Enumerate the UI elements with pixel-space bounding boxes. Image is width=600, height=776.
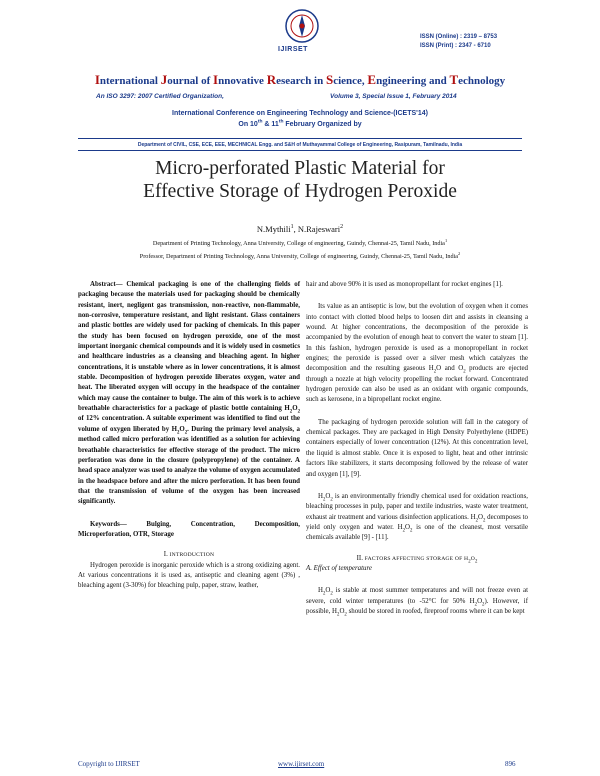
- header-divider-top: [78, 138, 522, 139]
- conference-name: International Conference on Engineering Technology and Science-(ICETS'14): [172, 110, 428, 117]
- affiliation-2: Professor, Department of Printing Technology, Anna University, College of engineering, Guindy, Chennai-25, Tamil Nadu, India$^2$: [139, 250, 461, 260]
- section-heading-factors: II. FACTORS AFFECTING STORAGE OF $H_2O_2$: [356, 554, 478, 564]
- authors: N.Mythili$^1$, N.Rajeswari$^2$: [256, 224, 344, 234]
- issn-print: ISSN (Print) : 2347 - 6710: [420, 43, 491, 49]
- paragraph-environment: $H_2O_2$ is an environmentally friendly chemical used for oxidation reactions, bleaching processes in pulp, paper and textile industries, waste water treatment, exhaust air treatment and various disinfection applications. $H_2O_2$ decomposes to yield only oxygen and water. $H_2O_2$ is one of the cleanest, most versatile chemicals available [9] - [11].: [306, 492, 528, 542]
- left-column: [78, 280, 300, 592]
- right-column: [306, 280, 528, 617]
- introduction-paragraph: Hydrogen peroxide is inorganic peroxide which is a strong oxidizing agent. At various concentrations it is used as, antiseptic and cleaning agent (3%) , bleaching agent (3-30%) for bleaching pulp, paper, straw, leather,: [78, 561, 300, 590]
- paragraph-continuation: hair and above 90% it is used as monopropellant for rocket engines [1].: [306, 281, 503, 288]
- footer-copyright: Copyright to IJIRSET: [78, 760, 140, 768]
- footer-website-link[interactable]: www.ijirset.com: [278, 760, 325, 768]
- paper-title-line-1: Micro-perforated Plastic Material for: [155, 158, 445, 179]
- logo-text: IJIRSET: [278, 46, 308, 53]
- paragraph-packaging: The packaging of hydrogen peroxide solution will fall in the category of chemical packages. They are packaged in High Density Polyethylene (HDPE) containers especially of lower concentration (12%). At this concentration level, the liquid is almost stable. Once it is exposed to light, heat and other intrinsic factors like stabilizers, it starts decomposing followed by the release of water and oxygen [1], [9].: [306, 418, 528, 478]
- department-line: Department of CIVIL, CSE, ECE, EEE, MECHNICAL Engg. and S&H of Muthayammal College of Engineering, Rasipuram, Tamilnadu, India: [137, 142, 463, 148]
- affiliation-1: Department of Printing Technology, Anna University, College of engineering, Guindy, Chennai-25, Tamil Nadu, India$^1$: [152, 237, 448, 247]
- header-divider-bottom: [78, 150, 522, 151]
- journal-name: International Journal of Innovative Research in Science, Engineering and Technology: [94, 72, 506, 87]
- paragraph-antiseptic: Its value as an antiseptic is low, but the evolution of oxygen when it comes into contact with clotted blood helps to loosen dirt and assists in cleansing a wound. At higher concentrations, the decomposition of the peroxide is accompanied by the evolution of enough heat to convert the water to steam [1]. In this fashion, hydrogen peroxide is used as a monopropellant in rocket engines; the peroxide is passed over a silver mesh which catalyzes the decomposition and the resulting gaseous $H_2O$ and $O_2$ products are ejected through a nozzle at high velocity propelling the rocket forward. Concentrated hydrogen peroxide can also be used as an oxidant with organic compounds, such as kerosene, in a bipropellant rocket engine.: [306, 303, 528, 404]
- abstract: Abstract— Chemical packaging is one of the challenging fields of packaging because the materials used for packaging should be chemically resistant, inert, negligent gas transmission, non-reactive, non-flammable, non-corrosive, temperature resistant, and light resistant. Glass containers and plastic bottles are widely used for packing of chemicals. In this paper the study has been focused on hydrogen peroxide, one of the most important inorganic chemical compounds and it is widely used in cosmetics and healthcare industries as a cleansing and bleaching agent. In higher concentrations, it is unstable where as in lower concentrations, it is almost stable. Decomposition of hydrogen peroxide liberates oxygen, water and heat. The liberated oxygen will occupy in the headspace of the container which may cause the container to bulge. The aim of this work is to achieve breathable characteristics for a package of plastic bottle containing $H_2O_2$ of 12% concentration. A suitable experiment was identified to find out the volume of oxygen liberated by $H_2O_2$. During the primary level analysis, a method called micro perforation was identified as a solution for achieving breathable characteristics for effective storage of the product. The micro perforation was done in the closure (polypropylene) of the container. A head space analyzer was used to analyze the volume of oxygen accumulated in the headspace before and after the micro perforation. It has been found that the transmission of volume of the oxygen has been increased significantly.: [78, 281, 300, 506]
- paper-title-line-2: Effective Storage of Hydrogen Peroxide: [143, 181, 457, 202]
- paragraph-temperature: $H_2O_2$ is stable at most summer temperatures and will not freeze even at severe, cold winter temperatures (to -52°C for 50% $H_2O_2$). However, if possible, $H_2O_2$ should be stored in roofed, fireproof rooms where it can be kept: [306, 587, 529, 618]
- page-number: 896: [505, 760, 516, 768]
- iso-certification: An ISO 3297: 2007 Certified Organization,: [96, 93, 224, 100]
- section-heading-introduction: I. INTRODUCTION: [163, 551, 215, 559]
- journal-logo-emblem: [284, 8, 320, 44]
- volume-info: Volume 3, Special Issue 1, February 2014: [330, 93, 457, 100]
- subsection-heading-temperature: A. Effect of temperature: [306, 564, 372, 572]
- keywords: Keywords— Bulging, Concentration, Decomposition, Microperforation, OTR, Storage: [78, 520, 300, 538]
- issn-online: ISSN (Online) : 2319 – 8753: [420, 34, 498, 40]
- conference-dates: On 10th & 11th February Organized by: [238, 119, 362, 128]
